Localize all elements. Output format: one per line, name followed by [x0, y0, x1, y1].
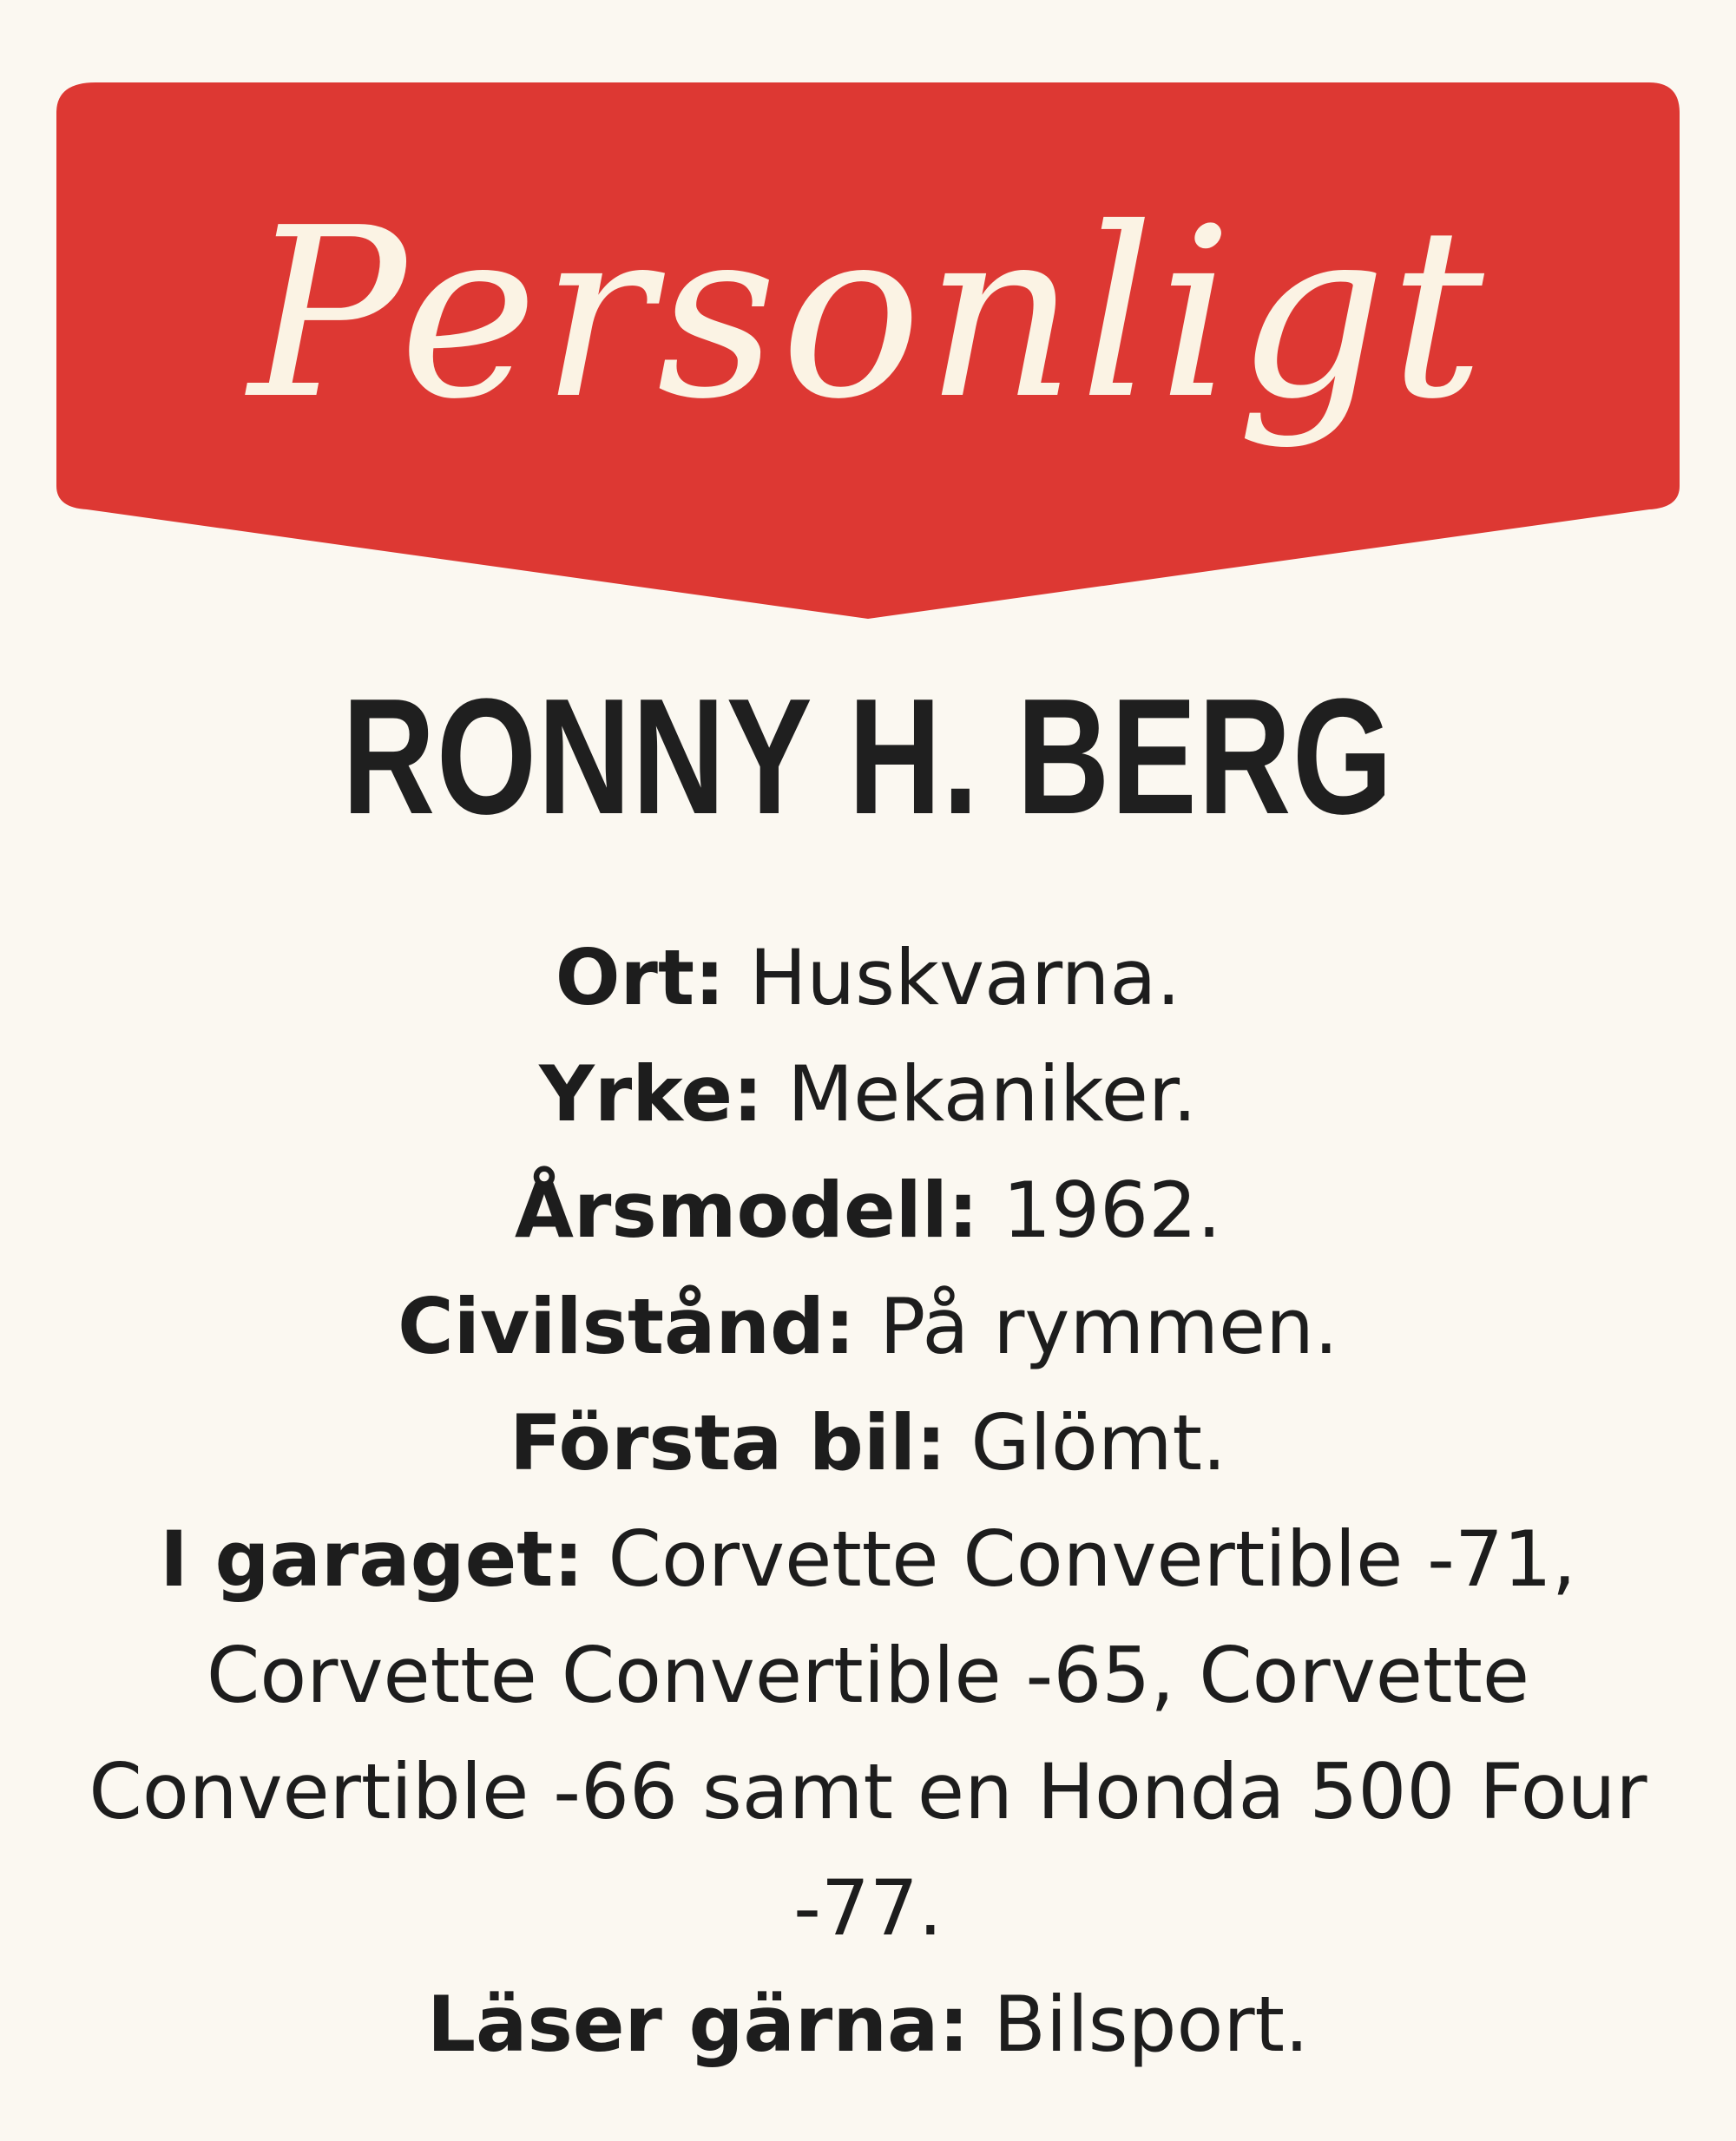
fact-value: Bilsport.	[993, 1980, 1310, 2069]
facts-list	[87, 920, 1649, 2083]
fact-label: Civilstånd:	[398, 1282, 856, 1371]
fact-value: Huskvarna.	[749, 933, 1181, 1022]
fact-value: Corvette Convertible -71, Corvette Convertible -65, Corvette Convertible -66 samt en Honda 500 Four -77.	[89, 1514, 1647, 1953]
fact-value: 1962.	[1003, 1166, 1222, 1255]
fact-laser-garna	[87, 1967, 1649, 2083]
banner-shape	[0, 0, 1736, 642]
fact-arsmodell	[87, 1153, 1649, 1269]
banner-title: Personligt	[248, 177, 1488, 450]
fact-label: I garaget:	[160, 1514, 584, 1604]
fact-label: Första bil:	[509, 1398, 947, 1488]
fact-value: Mekaniker.	[787, 1049, 1197, 1139]
person-name: RONNY H. BERG	[342, 665, 1394, 849]
fact-value: På rymmen.	[879, 1282, 1338, 1371]
fact-label: Årsmodell:	[514, 1166, 979, 1255]
fact-yrke	[87, 1036, 1649, 1153]
fact-label: Läser gärna:	[426, 1980, 970, 2069]
fact-i-garaget	[87, 1501, 1649, 1967]
fact-label: Yrke:	[539, 1049, 764, 1139]
fact-ort	[87, 920, 1649, 1036]
fact-label: Ort:	[555, 933, 726, 1022]
fact-civilstand	[87, 1269, 1649, 1385]
fact-value: Glömt.	[970, 1398, 1227, 1488]
personligt-banner	[0, 0, 1736, 642]
fact-forsta-bil	[87, 1385, 1649, 1501]
